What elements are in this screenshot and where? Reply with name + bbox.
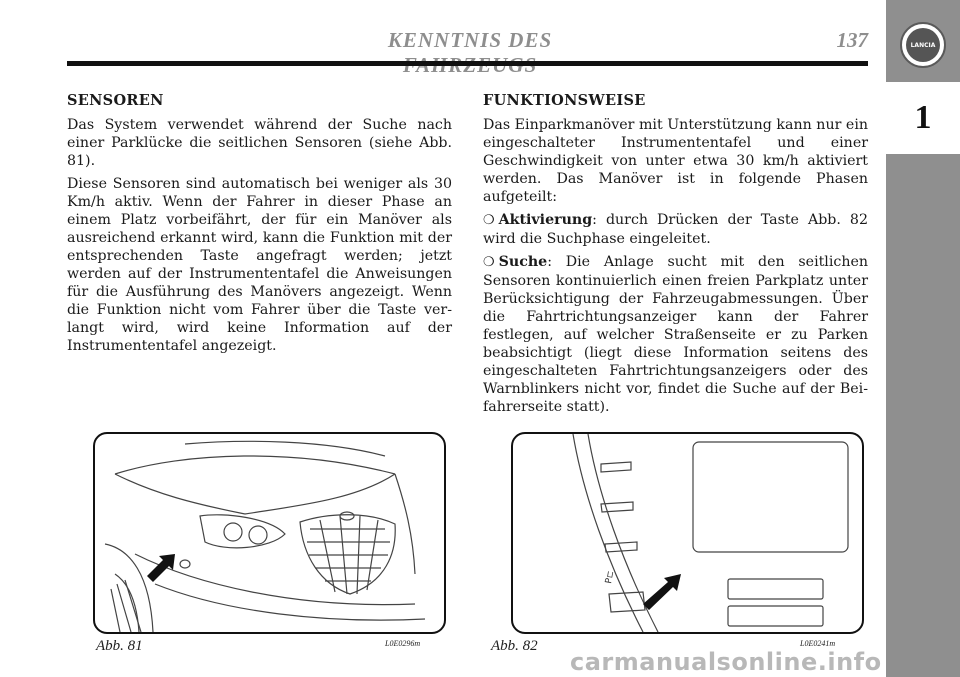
section-heading-sensoren: SENSOREN — [67, 92, 164, 109]
bullet-text: : durch Drücken der Taste Abb. 82 wird die Suchphase eingeleitet. — [483, 212, 868, 247]
figure-82-park-assist-button — [511, 432, 864, 634]
paragraph: Das Einparkmanöver mit Unterstützung kann nur ein eingeschalteter Instrumententafel und einer Geschwindigkeit von unter etwa 30 km/h aktiviert werden. Das Manöver ist in folgende Phasen aufgeteilt: — [483, 117, 868, 205]
figure-81-car-front — [93, 432, 446, 634]
paragraph: Diese Sensoren sind automatisch bei weniger als 30 Km/h aktiv. Wenn der Fahrer in dieser Phase an einem Platz vorbeifährt, der für ein Manöver als ausreichend erkannt wird, kann die Funktion mit der entsprechenden Taste angefragt werden; jetzt werden auf der Instrumententafel die Anweisungen für die Ausführung des Manövers angezeigt. Wenn die Funktion nicht vom Fahrer über die Taste verlangt wird, wird keine Information auf der Instrumententafel angezeigt. — [67, 176, 452, 354]
bullet-item-aktivierung — [483, 211, 868, 248]
header-rule — [67, 61, 868, 66]
brand-logo — [900, 22, 946, 68]
page-number: 137 — [836, 28, 868, 52]
bullet-circle-icon: ❍ — [483, 255, 495, 270]
figure-code: L0E0241m — [800, 639, 836, 648]
dashboard-button-illustration — [513, 434, 862, 632]
bullet-term: Suche — [498, 254, 548, 270]
bullet-text: : Die Anlage sucht mit den seitlichen Sensoren kontinuierlich einen freien Parkplatz unter Berücksichtigung der Fahrzeugabmessungen. Über die Fahrtrichtungsanzeiger kann der Fahrer festlegen, auf welcher Straßenseite er zu Parken beabsichtigt (liegt diese Information seitens des eingeschalteten Fahrtrichtungsanzeigers oder des Warnblinkers nicht vor, findet die Suche auf der Beifahrerseite statt). — [483, 254, 868, 415]
pointer-arrow-icon — [643, 574, 681, 610]
section-heading-funktionsweise: FUNKTIONSWEISE — [483, 92, 646, 109]
bullet-item-suche — [483, 253, 868, 416]
figure-caption: Abb. 82 — [491, 638, 538, 654]
bullet-term: Aktivierung — [498, 212, 593, 228]
logo-emblem: LANCIA — [906, 28, 940, 62]
chapter-tab[interactable]: 1 — [886, 82, 960, 154]
right-column — [483, 92, 868, 421]
figure-code: L0E0296m — [385, 639, 421, 648]
left-column — [67, 92, 452, 360]
bullet-circle-icon: ❍ — [483, 213, 495, 228]
park-button-label: P⊏ — [604, 570, 617, 585]
figure-caption: Abb. 81 — [96, 638, 143, 654]
paragraph: Das System verwendet während der Suche nach einer Parklücke die seitlichen Sensoren (siehe Abb. 81). — [67, 117, 452, 169]
car-front-illustration — [95, 434, 444, 632]
running-header-title: KENNTNIS DES — [387, 28, 553, 52]
watermark: carmanualsonline.info — [570, 648, 882, 676]
pointer-arrow-icon — [147, 554, 175, 582]
